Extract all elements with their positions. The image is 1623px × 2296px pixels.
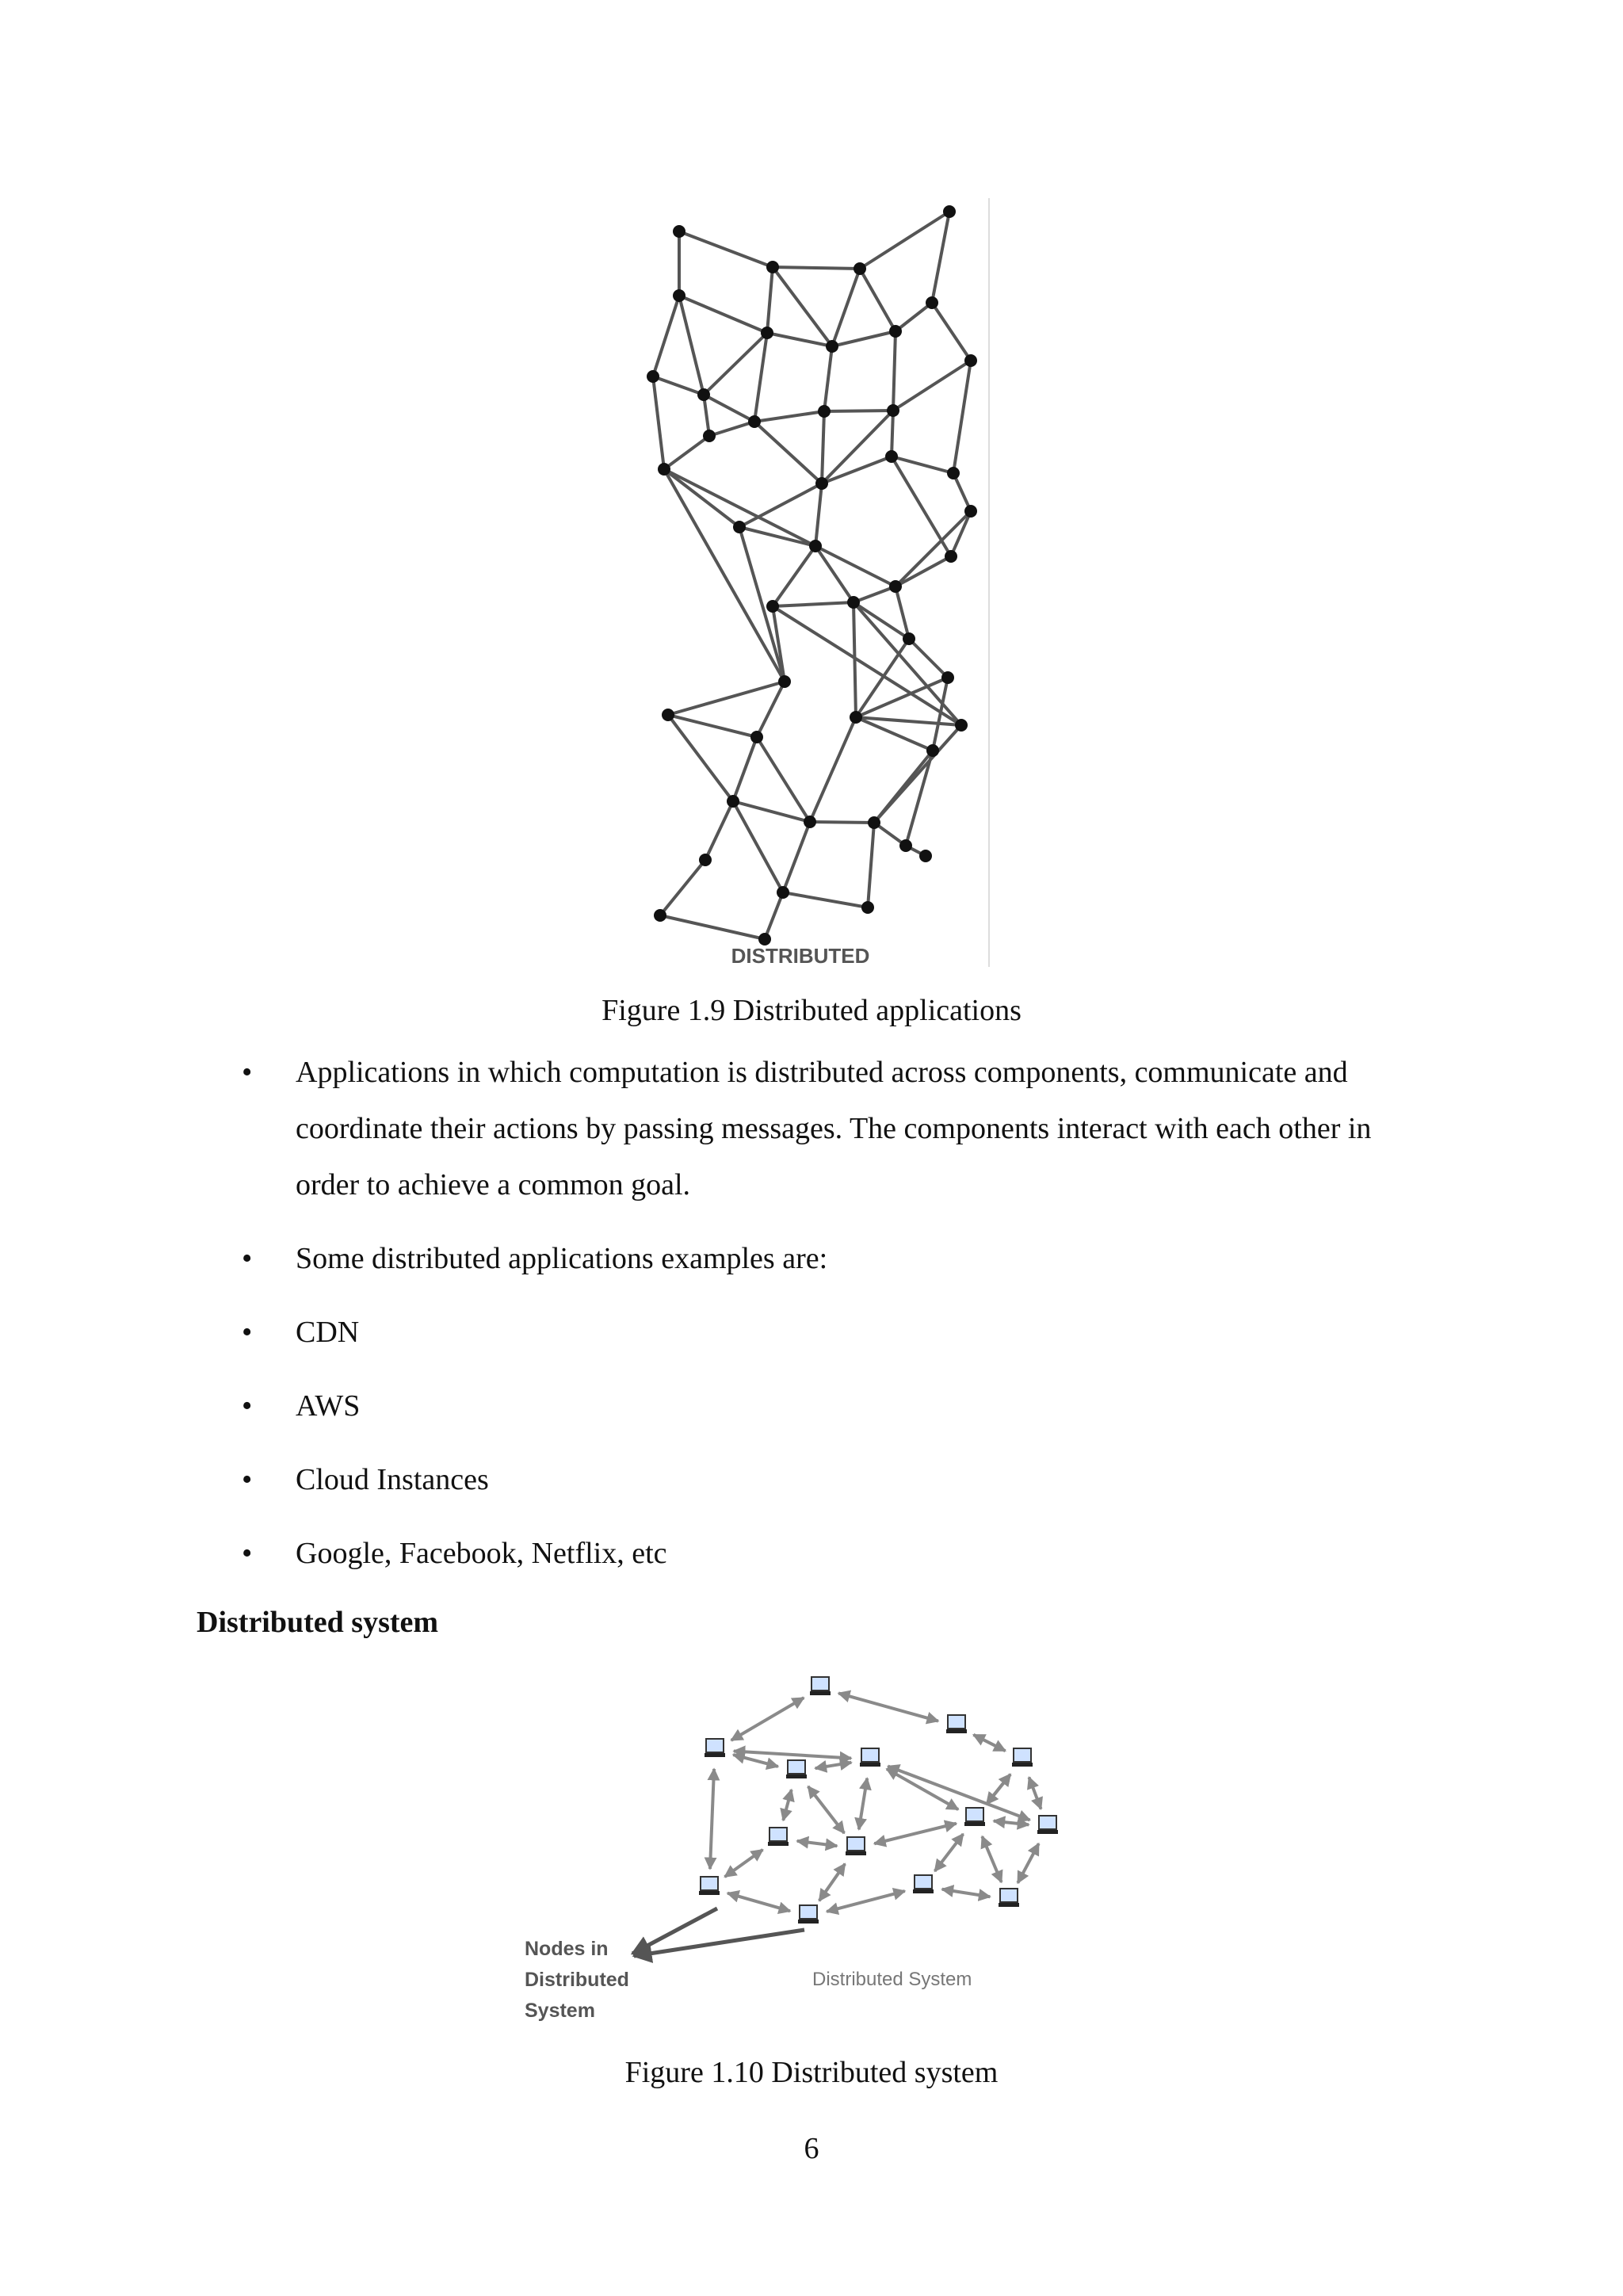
mesh-node — [861, 901, 874, 914]
mesh-nodes — [647, 205, 977, 946]
bullet-item — [242, 1045, 1430, 1213]
system-arrow — [733, 1755, 778, 1767]
mesh-edge — [892, 411, 893, 457]
system-arrow — [808, 1786, 845, 1833]
mesh-figure-label: DISTRIBUTED — [731, 944, 870, 968]
mesh-edge — [822, 411, 824, 483]
figure-1-10-caption: Figure 1.10 Distributed system — [624, 2056, 999, 2089]
bullet-item — [242, 1305, 1430, 1361]
mesh-edge — [660, 860, 705, 915]
mesh-node — [658, 463, 670, 476]
mesh-node — [854, 262, 866, 275]
system-arrow — [982, 1836, 1001, 1882]
system-arrows — [710, 1693, 1041, 1911]
system-arrow — [1018, 1843, 1038, 1883]
mesh-node — [889, 580, 902, 593]
mesh-edge — [754, 333, 767, 422]
mesh-node — [673, 225, 685, 238]
nodes-label-line: Nodes in — [525, 1938, 609, 1960]
computer-node-icon — [810, 1677, 831, 1695]
mesh-edge — [664, 436, 709, 469]
nodes-label-line: Distributed — [525, 1969, 629, 1991]
mesh-edge — [773, 602, 854, 606]
mesh-node — [885, 450, 898, 463]
mesh-node — [804, 816, 816, 828]
mesh-edge — [733, 801, 783, 892]
mesh-edge — [815, 483, 822, 546]
mesh-edge — [860, 269, 896, 331]
mesh-edge — [679, 296, 767, 333]
mesh-edge — [709, 422, 754, 436]
mesh-edge — [739, 527, 815, 546]
system-arrow — [859, 1778, 867, 1830]
page-number: 6 — [804, 2132, 819, 2165]
mesh-node — [899, 839, 912, 852]
bullet-text: Some distributed applications examples are: — [296, 1242, 828, 1275]
system-arrow — [987, 1775, 1010, 1805]
mesh-edge — [679, 296, 704, 395]
bullet-text: Applications in which computation is distributed across components, communicate and coordinate their actions by passing messages. The components interact with each other in order to achieve a common goal. — [296, 1056, 1372, 1201]
bullet-symbol: • — [242, 1463, 253, 1496]
bullet-item — [242, 1452, 1430, 1508]
computer-node-icon — [913, 1875, 934, 1893]
mesh-node — [699, 854, 712, 866]
mesh-node — [818, 405, 831, 418]
mesh-edge — [854, 586, 896, 602]
mesh-edge — [773, 546, 815, 606]
mesh-node — [889, 325, 902, 338]
mesh-edge — [932, 303, 971, 361]
mesh-node — [850, 711, 862, 724]
computer-node-icon — [946, 1715, 967, 1733]
computer-node-icon — [1012, 1748, 1033, 1767]
mesh-edge — [854, 602, 856, 717]
computer-node-icon — [860, 1748, 880, 1767]
system-arrow — [827, 1891, 905, 1912]
system-arrow — [819, 1864, 846, 1901]
figure-1-9-caption: Figure 1.9 Distributed applications — [601, 994, 1022, 1027]
mesh-edge — [739, 483, 822, 527]
mesh-node — [955, 719, 968, 732]
system-arrow — [815, 1763, 852, 1768]
mesh-node — [926, 744, 939, 757]
mesh-node — [809, 540, 822, 552]
mesh-node — [847, 596, 860, 609]
bullet-symbol: • — [242, 1389, 253, 1423]
mesh-node — [750, 731, 763, 743]
mesh-node — [733, 521, 746, 533]
mesh-node — [964, 505, 977, 518]
computer-node-icon — [786, 1760, 807, 1778]
mesh-edge — [754, 422, 822, 483]
computer-node-icon — [1037, 1816, 1058, 1834]
bullet-item — [242, 1378, 1430, 1435]
system-nodes — [699, 1677, 1058, 1924]
computer-node-icon — [768, 1828, 789, 1846]
mesh-node — [903, 632, 915, 645]
mesh-edge — [860, 212, 949, 269]
mesh-edge — [822, 457, 892, 483]
mesh-edge — [822, 411, 893, 483]
nodes-label-line: System — [525, 2000, 595, 2022]
mesh-edge — [932, 212, 949, 303]
mesh-node — [947, 467, 960, 479]
mesh-edge — [660, 915, 765, 939]
system-arrow — [727, 1893, 790, 1912]
mesh-edge — [653, 376, 664, 469]
mesh-edge — [679, 231, 773, 267]
mesh-edge — [754, 411, 824, 422]
mesh-node — [727, 795, 739, 808]
mesh-node — [777, 886, 789, 899]
computer-node-icon — [964, 1808, 985, 1826]
computer-node-icon — [699, 1877, 720, 1895]
mesh-edge — [653, 376, 704, 395]
system-arrow — [734, 1751, 851, 1758]
mesh-edge — [824, 346, 832, 411]
mesh-edge — [705, 801, 733, 860]
mesh-node — [662, 709, 674, 721]
mesh-edge — [868, 823, 874, 907]
mesh-edge — [896, 511, 971, 586]
mesh-node — [943, 205, 956, 218]
computer-node-icon — [999, 1889, 1019, 1907]
bullet-text: CDN — [296, 1316, 360, 1349]
computer-node-icon — [798, 1905, 819, 1924]
mesh-node — [815, 477, 828, 490]
system-label: Distributed System — [812, 1969, 972, 1990]
mesh-edge — [832, 269, 860, 346]
distributed-mesh-figure — [618, 182, 999, 983]
mesh-node — [647, 370, 659, 383]
mesh-edge — [767, 267, 773, 333]
system-arrow — [994, 1821, 1029, 1825]
mesh-node — [673, 289, 685, 302]
mesh-node — [748, 415, 761, 428]
bullet-symbol: • — [242, 1242, 253, 1275]
mesh-edge — [765, 892, 783, 939]
mesh-node — [766, 261, 779, 273]
system-arrow — [797, 1841, 837, 1846]
system-arrow — [942, 1889, 991, 1897]
mesh-node — [945, 550, 957, 563]
mesh-edge — [893, 361, 971, 411]
mesh-edge — [810, 717, 856, 822]
mesh-node — [868, 816, 880, 829]
mesh-edges — [653, 212, 971, 939]
mesh-edge — [773, 267, 860, 269]
mesh-node — [964, 354, 977, 367]
bullet-list — [242, 1045, 1430, 1599]
mesh-node — [766, 600, 779, 613]
bullet-symbol: • — [242, 1056, 253, 1089]
mesh-node — [941, 671, 954, 684]
mesh-edge — [896, 303, 932, 331]
mesh-edge — [783, 822, 810, 892]
mesh-node — [887, 404, 899, 417]
system-arrow — [1029, 1777, 1041, 1809]
system-arrow — [935, 1834, 964, 1871]
mesh-edge — [704, 333, 767, 395]
mesh-edge — [953, 361, 971, 473]
section-heading: Distributed system — [197, 1606, 439, 1639]
bullet-symbol: • — [242, 1537, 253, 1570]
mesh-edge — [733, 737, 757, 801]
mesh-edge — [664, 469, 739, 527]
distributed-system-figure — [507, 1664, 1125, 2029]
mesh-node — [919, 850, 932, 862]
mesh-edge — [832, 331, 896, 346]
system-arrow — [783, 1790, 791, 1820]
mesh-edge — [951, 511, 971, 556]
mesh-node — [778, 675, 791, 688]
system-arrow — [874, 1824, 956, 1844]
mesh-edge — [773, 606, 961, 725]
mesh-node — [697, 388, 710, 401]
mesh-edge — [653, 296, 679, 376]
bullet-text: Cloud Instances — [296, 1463, 489, 1496]
computer-node-icon — [846, 1837, 866, 1855]
bullet-text: AWS — [296, 1389, 361, 1423]
bullet-item — [242, 1526, 1430, 1582]
bullet-symbol: • — [242, 1316, 253, 1349]
mesh-edge — [668, 682, 785, 715]
bullet-item — [242, 1231, 1430, 1287]
system-arrow — [710, 1769, 714, 1869]
mesh-node — [654, 909, 666, 922]
system-arrow — [973, 1735, 1005, 1751]
mesh-edge — [854, 602, 961, 725]
mesh-node — [826, 340, 838, 353]
mesh-edge — [783, 892, 868, 907]
pointer-arrow — [634, 1930, 804, 1956]
mesh-edge — [810, 822, 874, 823]
mesh-node — [703, 430, 716, 442]
mesh-node — [926, 296, 938, 309]
bullet-text: Google, Facebook, Netflix, etc — [296, 1537, 667, 1570]
system-arrow — [838, 1693, 938, 1721]
mesh-edge — [893, 331, 896, 411]
mesh-node — [761, 327, 773, 339]
system-arrow — [731, 1698, 804, 1740]
computer-node-icon — [705, 1739, 725, 1757]
system-arrow — [725, 1850, 763, 1877]
mesh-edge — [704, 395, 754, 422]
